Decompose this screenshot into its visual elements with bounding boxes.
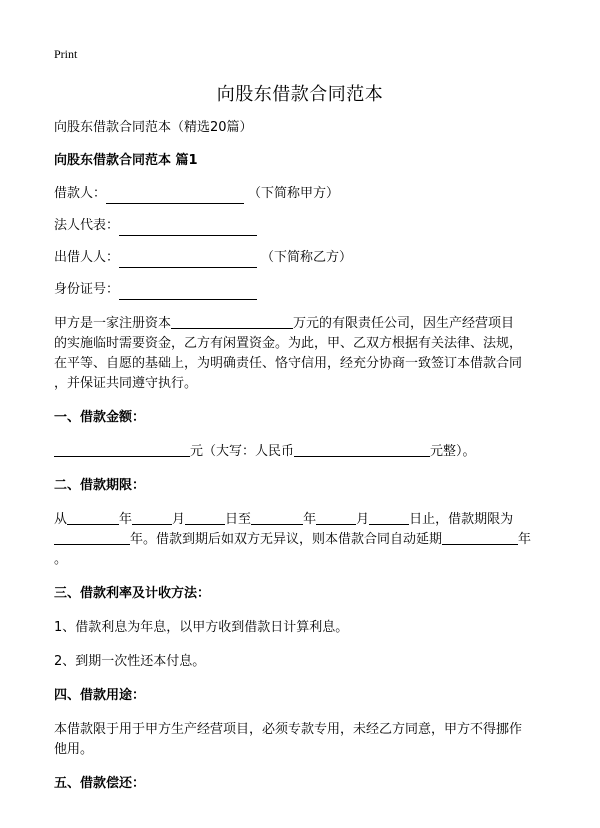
intro-text-3: 的实施临时需要资金，乙方有闲置资金。为此，甲、乙双方根据有关法律、法规， [54,336,523,351]
intro-text-5: ，并保证共同遵守执行。 [54,376,198,391]
borrower-field [54,184,550,204]
intro-text-4: 在平等、自愿的基础上，为明确责任、恪守信用，经充分协商一致签订本借款合同 [54,356,523,371]
term-year-2: 年 [303,512,317,527]
capital-blank [171,314,293,329]
term-text-3: 。 [54,552,68,567]
section-2-body [54,510,550,570]
term-from: 从 [54,512,68,527]
section-5-heading: 五、借款偿还： [54,776,146,791]
amount-words-blank [294,442,430,457]
section-1-body [54,442,550,462]
section-3-item-2: 2、到期一次性还本付息。 [54,654,206,669]
extension-blank [442,530,518,545]
lender-note: （下简称乙方） [261,250,353,265]
id-field [54,280,550,300]
borrower-blank [106,189,244,204]
section-3-item-1: 1、借款利息为年息，以甲方收到借款日计算利息。 [54,620,349,635]
section-3-heading: 三、借款利率及计收方法： [54,586,211,601]
term-year-1: 年 [119,512,133,527]
section-4-text-2: 他用。 [54,742,94,757]
id-blank [119,285,257,300]
intro-text-1: 甲方是一家注册资本 [54,316,172,331]
print-link[interactable]: Print [54,47,78,61]
amount-text-2: 元整）。 [430,444,476,459]
lender-blank [119,253,257,268]
end-day-blank [369,510,409,525]
term-day-end: 日止，借款期限为 [409,512,514,527]
section-4-body [54,720,550,760]
section-4-text-1: 本借款限于用于甲方生产经营项目，必须专款专用，未经乙方同意，甲方不得挪作 [54,722,523,737]
amount-blank [54,442,190,457]
id-label: 身份证号： [54,282,120,297]
term-month-2: 月 [356,512,370,527]
document-body [54,118,550,808]
section-4-heading: 四、借款用途： [54,688,146,703]
lender-label: 出借人人： [54,250,120,265]
end-year-blank [251,510,303,525]
part-heading: 向股东借款合同范本 篇1 [54,153,198,168]
end-month-blank [316,510,356,525]
intro-paragraph [54,314,550,394]
term-length-blank [54,530,130,545]
term-day-to: 日至 [225,512,252,527]
legal-rep-blank [119,221,257,236]
document-title: 向股东借款合同范本 [216,84,384,105]
legal-rep-label: 法人代表： [54,218,120,233]
section-2-heading: 二、借款期限： [54,478,146,493]
term-year-3: 年 [518,532,532,547]
document-subtitle: 向股东借款合同范本（精选20篇） [54,120,253,135]
start-day-blank [185,510,225,525]
start-year-blank [67,510,119,525]
lender-field [54,248,550,268]
intro-text-2: 万元的有限责任公司，因生产经营项目 [293,316,515,331]
borrower-note: （下简称甲方） [248,186,340,201]
amount-text-1: 元（大写：人民币 [190,444,295,459]
term-month-1: 月 [172,512,186,527]
start-month-blank [132,510,172,525]
section-1-heading: 一、借款金额： [54,410,146,425]
legal-rep-field [54,216,550,236]
borrower-label: 借款人： [54,186,107,201]
term-text-2: 年。借款到期后如双方无异议，则本借款合同自动延期 [130,532,443,547]
